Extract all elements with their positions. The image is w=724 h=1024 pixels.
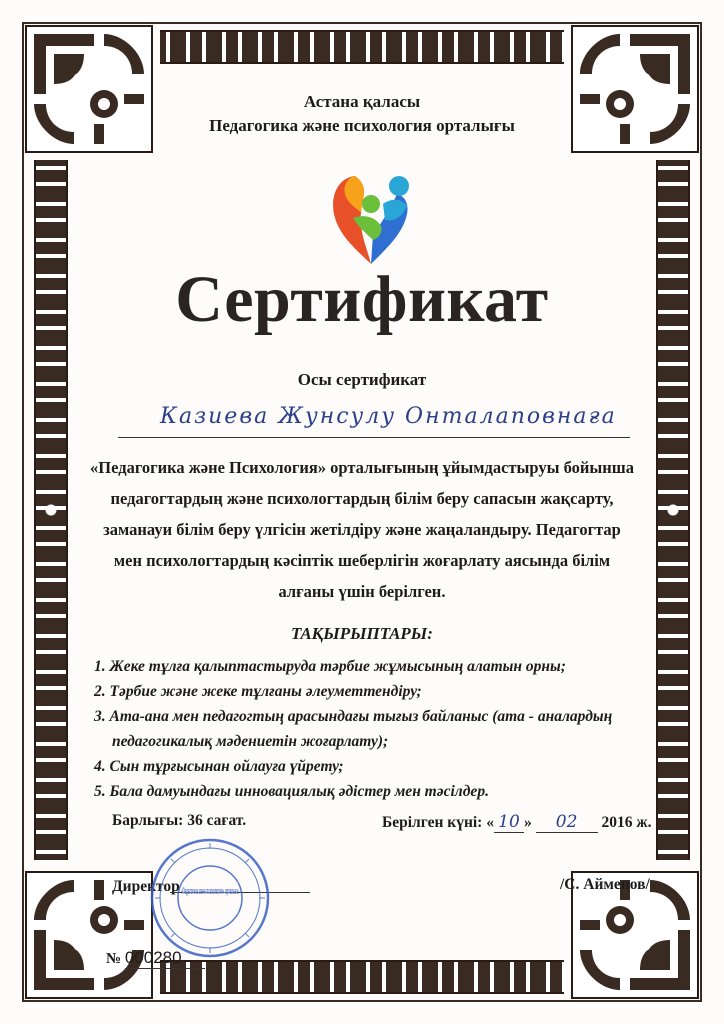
topic-item: 5. Бала дамуындағы инновациялық әдістер мен тәсілдер.: [94, 783, 489, 800]
issue-date: [382, 812, 651, 833]
date-quote-open: «: [486, 814, 494, 831]
topics-heading: ТАҚЫРЫПТАРЫ:: [291, 624, 433, 643]
director-label: Директор: [112, 878, 180, 895]
topic-item: 2. Тәрбие және жеке тұлғаны әлеуметтендіру;: [94, 683, 422, 700]
issue-month: 02: [536, 812, 598, 833]
certificate-subtitle: Осы сертификат: [297, 370, 427, 389]
topic-item: 4. Сын тұрғысынан ойлауға үйрету;: [94, 758, 344, 775]
recipient-underline: [118, 437, 630, 438]
ornament-bottom-border: [160, 960, 564, 994]
topic-item: 3. Ата-ана мен педагогтың арасындағы тығыз байланыс (ата - аналардың: [94, 708, 613, 725]
city-heading: Астана қаласы: [303, 92, 421, 111]
serial-label: №: [106, 951, 122, 967]
certificate-title: Сертификат: [175, 263, 549, 336]
official-stamp-icon: [148, 836, 272, 960]
ornament-top-border: [160, 30, 564, 64]
certificate-body-text: «Педагогика және Психология» орталығының ұйымдастыруы бойынша педагогтардың және психологтардың білім беру сапасын жақсарту, заманауи білім беру үлгісін жетілдіру және жаңаландыру. Педагогтар мен психологтардың кәсіптік шеберлігін жоғарлату аясында білім алғаны үшін берілген.: [90, 458, 634, 601]
stamp-text: «Педагогика және психология» орталығы: [181, 886, 240, 896]
topics-list: [94, 654, 654, 804]
topic-item: 1. Жеке тұлға қалыптастыруда тәрбие жұмысының алатын орны;: [94, 658, 566, 675]
issue-year: 2016 ж.: [601, 814, 652, 831]
director-name: /С. Айменов/: [560, 876, 650, 893]
issue-date-label: Берілген күні:: [382, 814, 483, 831]
topic-item-continuation: педагогикалық мәдениетін жоғарлату);: [112, 733, 389, 750]
total-hours: Барлығы: 36 сағат.: [112, 812, 247, 829]
date-quote-close: »: [523, 814, 532, 831]
recipient-name: Казиева Жунсулу Онталаповнаға: [160, 404, 617, 429]
issue-day: 10: [494, 812, 524, 833]
serial-value: 000280: [125, 948, 205, 969]
serial-number: [106, 948, 205, 969]
center-logo-icon: [325, 168, 417, 268]
organization-heading: Педагогика және психология орталығы: [209, 116, 515, 135]
